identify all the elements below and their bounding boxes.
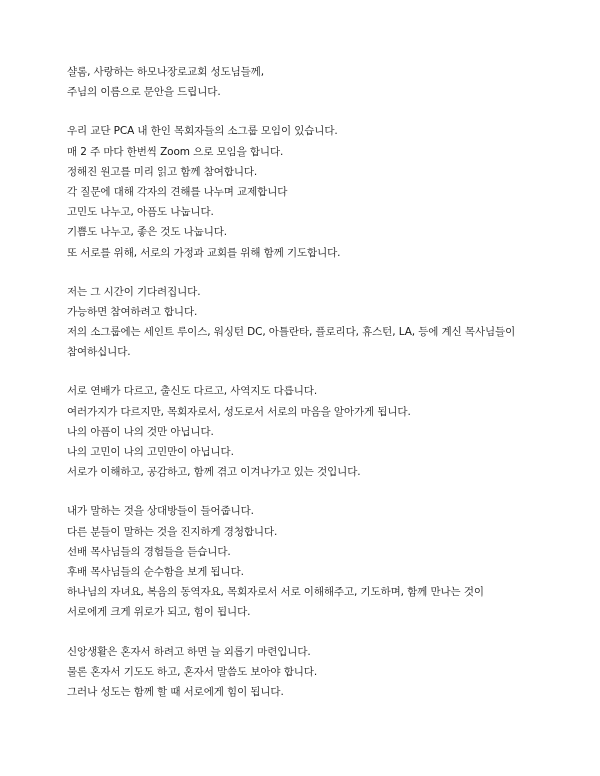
text-line: 저의 소그룹에는 세인트 루이스, 워싱턴 DC, 아틀란타, 플로리다, 휴스턴, LA, 등에 계신 목사님들이 [67, 326, 516, 339]
text-line: 나의 아픔이 나의 것만 아닙니다. [67, 425, 214, 438]
text-line: 참여하십니다. [67, 346, 131, 359]
paragraph-small-group [67, 121, 567, 262]
text-line: 신앙생활은 혼자서 하려고 하면 늘 외롭기 마련입니다. [67, 645, 311, 658]
text-line: 나의 고민이 나의 고민만이 아닙니다. [67, 446, 234, 458]
text-line: 저는 그 시간이 기다려집니다. [67, 285, 201, 298]
text-line: 각 질문에 대해 각자의 견해를 나누며 교제합니다 [67, 185, 288, 198]
text-line: 정해진 원고를 미리 읽고 함께 참여합니다. [67, 165, 258, 178]
text-line: 선배 목사님들의 경험들을 듣습니다. [67, 545, 231, 558]
text-line: 서로 연배가 다르고, 출신도 다르고, 사역지도 다릅니다. [67, 385, 318, 398]
paragraph-faith-life [67, 642, 567, 703]
text-line: 다른 분들이 말하는 것을 진지하게 경청합니다. [67, 525, 278, 538]
text-line: 여러가지가 다르지만, 목회자로서, 성도로서 서로의 마음을 알아가게 됩니다. [67, 405, 411, 418]
paragraph-listening [67, 501, 567, 622]
text-line: 가능하면 참여하려고 합니다. [67, 305, 198, 318]
text-line: 주님의 이름으로 문안을 드립니다. [67, 86, 221, 99]
paragraph-differences [67, 381, 567, 482]
text-line: 그러나 성도는 함께 할 때 서로에게 힘이 됩니다. [67, 685, 284, 698]
text-line: 또 서로를 위해, 서로의 가정과 교회를 위해 함께 기도합니다. [67, 246, 341, 259]
text-line: 기쁨도 나누고, 좋은 것도 나눕니다. [67, 226, 228, 239]
text-line: 샬롬, 사랑하는 하모나장로교회 성도님들께, [67, 66, 264, 78]
text-line: 내가 말하는 것을 상대방들이 들어줍니다. [67, 505, 254, 518]
letter-body [67, 62, 567, 721]
text-line: 서로가 이해하고, 공감하고, 함께 겪고 이겨나가고 있는 것입니다. [67, 466, 361, 479]
text-line: 매 2 주 마다 한번씩 Zoom 으로 모임을 합니다. [67, 145, 284, 158]
text-line: 우리 교단 PCA 내 한인 목회자들의 소그룹 모임이 있습니다. [67, 125, 338, 138]
paragraph-waiting [67, 282, 567, 363]
text-line: 후배 목사님들의 순수함을 보게 됩니다. [67, 565, 244, 578]
paragraph-greeting [67, 62, 567, 102]
text-line: 고민도 나누고, 아픔도 나눕니다. [67, 206, 214, 219]
text-line: 하나님의 자녀요, 복음의 동역자요, 목회자로서 서로 이해해주고, 기도하며, 함께 만나는 것이 [67, 586, 484, 599]
text-line: 물론 혼자서 기도도 하고, 혼자서 말씀도 보아야 합니다. [67, 665, 318, 678]
text-line: 서로에게 크게 위로가 되고, 힘이 됩니다. [67, 606, 251, 619]
